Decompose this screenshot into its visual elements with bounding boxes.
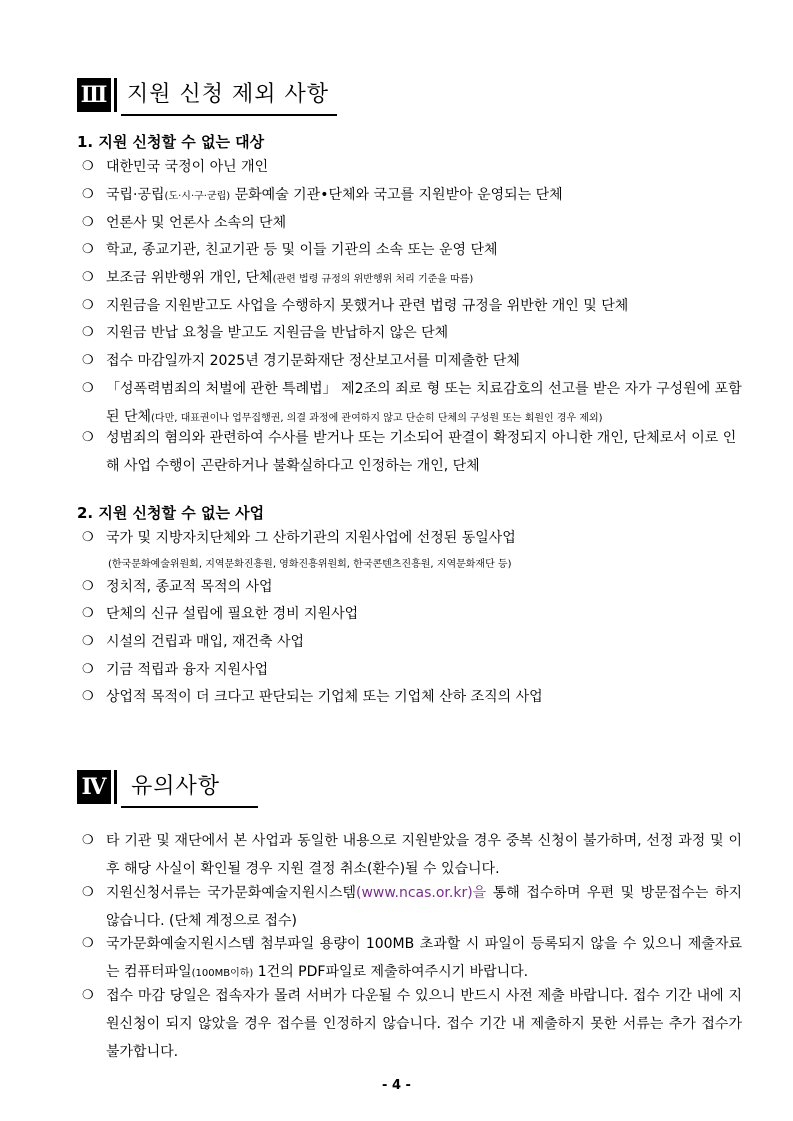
subsection-1-title: 1. 지원 신청할 수 없는 대상 — [77, 133, 265, 151]
circle-bullet-icon: ❍ — [82, 833, 94, 848]
section-4-header — [77, 770, 250, 804]
circle-bullet-icon: ❍ — [82, 430, 94, 445]
list-item: ❍ 국가문화예술지원시스템 첨부파일 용량이 100MB 초과할 시 파일이 등록되지 않을 수 있으니 제출자료는 컴퓨터파일(100MB이하) 1건의 PDF파일로 제출하여주시기 바랍니다. — [82, 930, 742, 988]
section-3-number: Ⅲ — [77, 78, 111, 112]
list-item: ❍ 단체의 신규 설립에 필요한 경비 지원사업 — [82, 600, 742, 628]
circle-bullet-icon: ❍ — [82, 270, 94, 285]
list-item: ❍ 대한민국 국정이 아닌 개인 — [82, 153, 742, 181]
subsection-2-title: 2. 지원 신청할 수 없는 사업 — [77, 504, 265, 522]
circle-bullet-icon: ❍ — [82, 187, 94, 202]
circle-bullet-icon: ❍ — [82, 689, 94, 704]
list-item: ❍ 지원금 반납 요청을 받고도 지원금을 반납하지 않은 단체 — [82, 319, 742, 347]
section-4-underline — [121, 806, 258, 808]
circle-bullet-icon: ❍ — [82, 936, 94, 951]
circle-bullet-icon: ❍ — [82, 634, 94, 649]
page-number: - 4 - — [382, 1078, 411, 1093]
circle-bullet-icon: ❍ — [82, 242, 94, 257]
circle-bullet-icon: ❍ — [82, 662, 94, 677]
list-item-note: (한국문화예술위원회, 지역문화진흥원, 영화진흥위원회, 한국콘텐츠진흥원, 지역문화재단 등) — [108, 559, 512, 570]
list-item: ❍ 학교, 종교기관, 친교기관 등 및 이들 기관의 소속 또는 운영 단체 — [82, 236, 742, 264]
section-3-header — [77, 78, 329, 112]
list-item: ❍ 국가 및 지방자치단체와 그 산하기관의 지원사업에 선정된 동일사업 — [82, 524, 742, 552]
circle-bullet-icon: ❍ — [82, 298, 94, 313]
list-item: ❍ 「성폭력범죄의 처벌에 관한 특례법」 제2조의 죄로 형 또는 치료감호의 선고를 받은 자가 구성원에 포함된 단체(다만, 대표권이나 업무집행권, 의결 과정에 관여하지 않고 단순히 단체의 구성원 또는 회원인 경우 제외) — [82, 375, 742, 433]
list-item: ❍ 지원신청서류는 국가문화예술지원시스템(www.ncas.or.kr)을 통해 접수하며 우편 및 방문접수는 하지 않습니다. (단체 계정으로 접수) — [82, 879, 742, 935]
circle-bullet-icon: ❍ — [82, 885, 94, 900]
list-item: ❍ 접수 마감일까지 2025년 경기문화재단 정산보고서를 미제출한 단체 — [82, 347, 742, 375]
ncas-link[interactable]: (www.ncas.or.kr)을 — [356, 885, 487, 901]
list-item: ❍ 기금 적립과 융자 지원사업 — [82, 656, 742, 684]
list-item: ❍ 성범죄의 혐의와 관련하여 수사를 받거나 또는 기소되어 판결이 확정되지 아니한 개인, 단체로서 이로 인해 사업 수행이 곤란하거나 불확실하다고 인정하는 개인, 단체 — [82, 424, 742, 480]
circle-bullet-icon: ❍ — [82, 215, 94, 230]
list-item: ❍ 지원금을 지원받고도 사업을 수행하지 못했거나 관련 법령 규정을 위반한 개인 및 단체 — [82, 292, 742, 320]
list-item: ❍ 언론사 및 언론사 소속의 단체 — [82, 209, 742, 237]
section-3-title: 지원 신청 제외 사항 — [127, 82, 329, 107]
list-item: ❍ 정치적, 종교적 목적의 사업 — [82, 573, 742, 601]
list-item: ❍ 보조금 위반행위 개인, 단체(관련 법령 규정의 위반행위 처리 기준을 따름) — [82, 264, 742, 294]
list-item: ❍ 접수 마감 당일은 접속자가 몰려 서버가 다운될 수 있으니 반드시 사전 제출 바랍니다. 접수 기간 내에 지원신청이 되지 않았을 경우 접수를 인정하지 않습니다. 접수 기간 내 제출하지 못한 서류는 추가 접수가 불가합니다. — [82, 982, 742, 1066]
list-item: ❍ 상업적 목적이 더 크다고 판단되는 기업체 또는 기업체 산하 조직의 사업 — [82, 683, 742, 711]
circle-bullet-icon: ❍ — [82, 579, 94, 594]
list-item: ❍ 국립·공립(도·시·구·군립) 문화예술 기관•단체와 국고를 지원받아 운영되는 단체 — [82, 181, 742, 211]
circle-bullet-icon: ❍ — [82, 530, 94, 545]
circle-bullet-icon: ❍ — [82, 606, 94, 621]
section-4-number: Ⅳ — [77, 770, 111, 804]
circle-bullet-icon: ❍ — [82, 353, 94, 368]
circle-bullet-icon: ❍ — [82, 381, 94, 396]
circle-bullet-icon: ❍ — [82, 325, 94, 340]
section-3-underline — [121, 114, 337, 116]
list-item: ❍ 타 기관 및 재단에서 본 사업과 동일한 내용으로 지원받았을 경우 중복 신청이 불가하며, 선정 과정 및 이후 해당 사실이 확인될 경우 지원 결정 취소(환수)될 수 있습니다. — [82, 827, 742, 883]
section-4-title: 유의사항 — [131, 774, 221, 799]
circle-bullet-icon: ❍ — [82, 988, 94, 1003]
list-item: ❍ 시설의 건립과 매입, 재건축 사업 — [82, 628, 742, 656]
circle-bullet-icon: ❍ — [82, 159, 94, 174]
